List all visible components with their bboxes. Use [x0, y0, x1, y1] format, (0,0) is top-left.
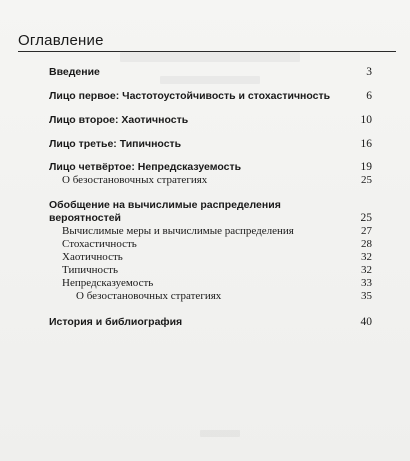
toc-entry-title: Лицо первое: Частотоустойчивость и стохастичность	[49, 90, 331, 102]
toc-entry-page: 19	[360, 161, 372, 173]
toc-entry-title: Стохастичность	[62, 238, 137, 250]
show-through-marks	[160, 76, 260, 84]
toc-entry-title: Введение	[49, 66, 100, 78]
toc-entry-page: 33	[361, 277, 372, 289]
toc-entry-page: 3	[366, 66, 372, 78]
toc-entry-title: Хаотичность	[62, 251, 123, 263]
toc-entry-title: О безостановочных стратегиях	[76, 290, 222, 302]
toc-entry-page: 27	[361, 225, 372, 237]
toc-entry-page: 25	[360, 212, 372, 224]
toc-entry-title-line1: Обобщение на вычислимые распределения	[49, 199, 281, 211]
toc-entry-page: 10	[360, 114, 372, 126]
toc-entry-page: 28	[361, 238, 372, 250]
toc-entry-title: Лицо четвёртое: Непредсказуемость	[49, 161, 242, 173]
toc-entry-title: Лицо второе: Хаотичность	[49, 114, 189, 126]
toc-entry-page: 32	[361, 264, 372, 276]
toc-entry-page: 32	[361, 251, 372, 263]
heading-rule	[18, 51, 396, 52]
toc-entry-page: 40	[360, 316, 372, 328]
toc-entry-page: 25	[361, 174, 372, 186]
toc-entry-page: 35	[361, 290, 372, 302]
toc-entry-page: 16	[360, 138, 372, 150]
toc-entry-title: Вычислимые меры и вычислимые распределения	[62, 225, 294, 237]
toc-entry-title: Типичность	[62, 264, 119, 276]
show-through-marks	[200, 430, 240, 437]
toc-entry-title: История и библиография	[49, 316, 183, 328]
toc-heading: Оглавление	[18, 32, 104, 49]
toc-entry-page: 6	[366, 90, 372, 102]
show-through-marks	[120, 52, 300, 62]
toc-entry-title: Лицо третье: Типичность	[49, 138, 182, 150]
toc-entry-title: О безостановочных стратегиях	[62, 174, 208, 186]
toc-entry-title-line2: вероятностей	[49, 212, 122, 224]
toc-entry-title: Непредсказуемость	[62, 277, 154, 289]
